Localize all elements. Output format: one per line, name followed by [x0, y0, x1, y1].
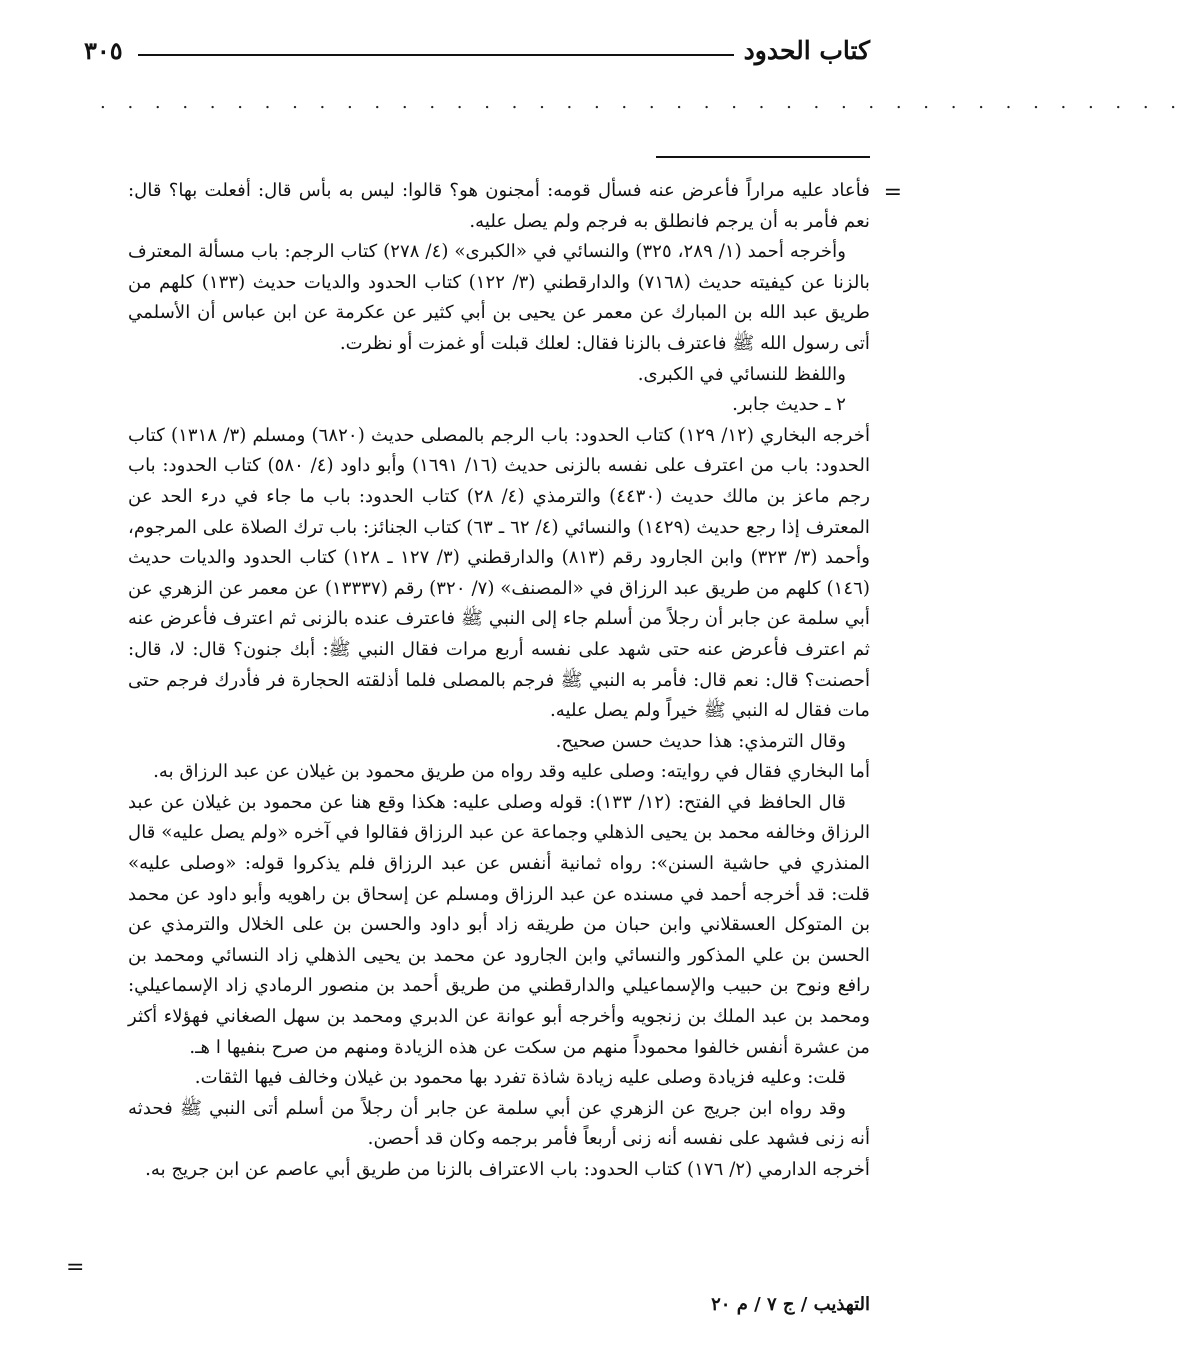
print-signature: التهذيب / ج ٧ / م ٢٠ [711, 1294, 870, 1315]
running-title: كتاب الحدود [743, 36, 870, 65]
dotted-separator: . . . . . . . . . . . . . . . . . . . . . . . . . . . . . . . . . . . . . . . . [100, 92, 1184, 113]
paragraph-hafiz-quote: قال الحافظ في الفتح: (١٢/ ١٣٣): قوله وصلى عليه: هكذا وقع هنا عن محمود بن غيلان عن عبد الرزاق وخالفه محمد بن يحيى الذهلي وجماعة عن عبد الرزاق فقالوا في آخره «ولم يصل عليه» قال المنذري في حاشية السنن»: رواه ثمانية أنفس عن عبد الرزاق فلم يذكروا قوله: «وصلى عليه» قلت: قد أخرجه أحمد في مسنده عن عبد الرزاق ومسلم عن إسحاق بن راهويه وأبو داود عن محمد بن المتوكل العسقلاني وابن حبان من طريقه زاد أبو داود والحسن بن على الخلال والترمذي عن الحسن بن علي المذكور والنسائي وابن الجارود عن محمد بن يحيى الذهلي زاد النسائي ومحمد بن رافع ونوح بن حبيب والإسماعيلي والدارقطني من طريق أحمد بن منصور الرمادي زاد الإسماعيلي: ومحمد بن عبد الملك بن زنجويه وأخرجه أبو عوانة عن الدبري ومحمد بن سهل الصغاني فهؤلاء أكثر من عشرة أنفس خالفوا محموداً منهم من سكت عن هذه الزيادة ومنهم من صرح بنفيها ا هـ. [128, 791, 870, 1058]
paragraph-ibn-jurayj: وقد رواه ابن جريج عن الزهري عن أبي سلمة عن جابر أن رجلاً من أسلم أتى النبي ﷺ فحدثه أنه زنى فشهد على نفسه أنه زنى أربعاً فأمر برجمه وكان قد أحصن. [128, 1097, 870, 1150]
continuation-mark-bottom: = [66, 1255, 85, 1280]
paragraph-bukhari-note: أما البخاري فقال في روايته: وصلى عليه وقد رواه من طريق محمود بن غيلان عن عبد الرزاق به. [153, 761, 870, 783]
paragraph-author-conclusion: قلت: وعليه فزيادة وصلى عليه زيادة شاذة تفرد بها محمود بن غيلان وخالف فيها الثقات. [194, 1067, 846, 1089]
paragraph-takhrij-ibn-abbas: وأخرجه أحمد (١/ ٢٨٩، ٣٢٥) والنسائي في «الكبرى» (٤/ ٢٧٨) كتاب الرجم: باب مسألة المعترف بالزنا عن كيفيته حديث (٧١٦٨) والدارقطني (٣/ ١٢٢) كتاب الحدود والديات حديث (١٣٣) كلهم من طريق عبد الله بن المبارك عن معمر عن يحيى بن أبي كثير عن عكرمة عن ابن عباس أن الأسلمي أتى رسول الله ﷺ فاعترف بالزنا فقال: لعلك قبلت أو غمزت أو نظرت. [128, 241, 870, 354]
paragraph-tirmidhi-grade: وقال الترمذي: هذا حديث حسن صحيح. [555, 730, 846, 752]
page-number: ٣٠٥ [84, 36, 123, 65]
paragraph-wording-note: واللفظ للنسائي في الكبرى. [637, 363, 846, 385]
header-rule [138, 54, 734, 56]
paragraph-darimi: أخرجه الدارمي (٢/ ١٧٦) كتاب الحدود: باب الاعتراف بالزنا من طريق أبي عاصم عن ابن جريج به. [145, 1159, 870, 1180]
footnote-rule [656, 156, 870, 158]
paragraph-continued: فأعاد عليه مراراً فأعرض عنه فسأل قومه: أمجنون هو؟ قالوا: ليس به بأس قال: أفعلت بها؟ قال: نعم فأمر به أن يرجم فانطلق به فرجم ولم يصل عليه. [128, 180, 870, 232]
footnote-body [128, 176, 870, 1186]
paragraph-takhrij-jabir: أخرجه البخاري (١٢/ ١٢٩) كتاب الحدود: باب الرجم بالمصلى حديث (٦٨٢٠) ومسلم (٣/ ١٣١٨) كتاب الحدود: باب من اعترف على نفسه بالزنى حديث (١٦/ ١٦٩١) وأبو داود (٤/ ٥٨٠) كتاب الحدود: باب رجم ماعز بن مالك حديث (٤٤٣٠) والترمذي (٤/ ٢٨) كتاب الحدود: باب ما جاء في درء الحد عن المعترف إذا رجع حديث (١٤٢٩) والنسائي (٤/ ٦٢ ـ ٦٣) كتاب الجنائز: باب ترك الصلاة على المرجوم، وأحمد (٣/ ٣٢٣) وابن الجارود رقم (٨١٣) والدارقطني (٣/ ١٢٧ ـ ١٢٨) كتاب الحدود والديات حديث (١٤٦) كلهم من طريق عبد الرزاق في «المصنف» (٧/ ٣٢٠) رقم (١٣٣٣٧) عن معمر عن الزهري عن أبي سلمة عن جابر أن رجلاً من أسلم جاء إلى النبي ﷺ فاعترف عنده بالزنى ثم اعترف فأعرض عنه ثم اعترف فأعرض عنه حتى شهد على نفسه أربع مرات فقال النبي ﷺ: أبك جنون؟ قال: لا، قال: أحصنت؟ قال: نعم قال: فأمر به النبي ﷺ فرجم بالمصلى فلما أذلقته الحجارة فر فأدرك فرجم حتى مات فقال له النبي ﷺ خيراً ولم يصل عليه. [128, 424, 871, 722]
paragraph-heading-jabir: ٢ ـ حديث جابر. [732, 394, 846, 416]
continuation-mark-top: = [883, 180, 902, 205]
